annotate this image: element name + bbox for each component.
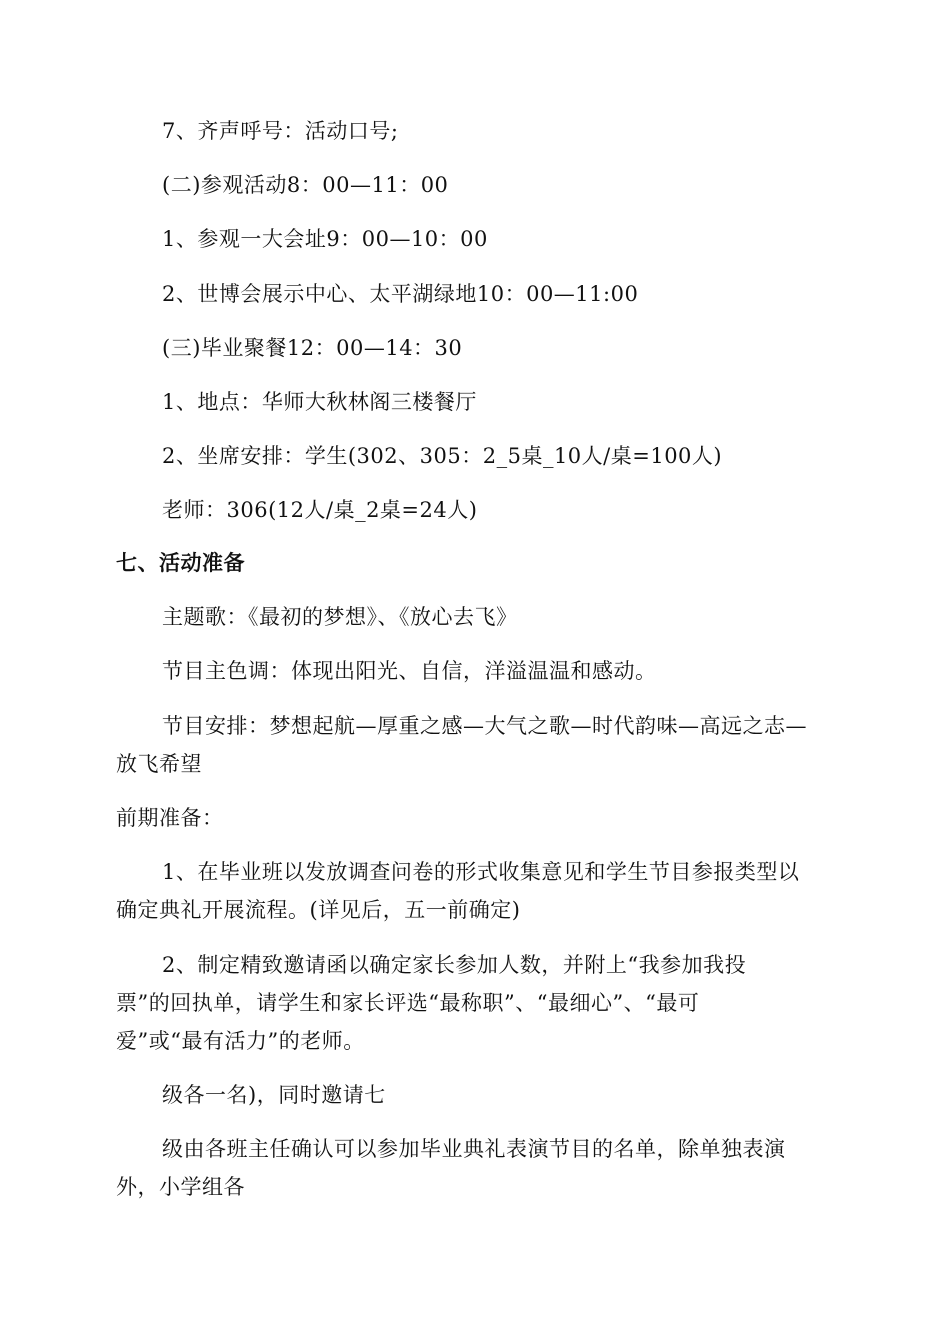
text-line: 主题歌：《最初的梦想》、《放心去飞》	[162, 605, 518, 629]
text-line: 1、在毕业班以发放调查问卷的形式收集意见和学生节目参报类型以	[162, 860, 800, 884]
text-line: 放飞希望	[116, 752, 202, 776]
text-line: 7、齐声呼号：活动口号;	[162, 119, 399, 143]
text-line: 2、制定精致邀请函以确定家长参加人数，并附上“我参加我投	[162, 953, 747, 977]
text-line: 前期准备：	[116, 806, 224, 830]
text-line: 节目安排：梦想起航—厚重之感—大气之歌—时代韵味—高远之志—	[162, 714, 807, 738]
text-line: 老师：306(12人/桌_2桌=24人)	[162, 498, 478, 522]
text-line: 爱”或“最有活力”的老师。	[116, 1029, 365, 1053]
text-line: 确定典礼开展流程。(详见后，五一前确定)	[116, 898, 521, 922]
text-line: (二)参观活动8：00—11：00	[162, 173, 449, 197]
text-line: 1、参观一大会址9：00—10：00	[162, 227, 488, 251]
text-line: 级各一名)，同时邀请七	[162, 1083, 386, 1107]
text-line: 票”的回执单，请学生和家长评选“最称职”、“最细心”、“最可	[116, 991, 700, 1015]
section-heading: 七、活动准备	[116, 551, 245, 575]
text-line: 级由各班主任确认可以参加毕业典礼表演节目的名单，除单独表演	[162, 1137, 786, 1161]
text-line: 外，小学组各	[116, 1175, 245, 1199]
text-line: 1、地点：华师大秋林阁三楼餐厅	[162, 390, 477, 414]
text-line: (三)毕业聚餐12：00—14：30	[162, 336, 463, 360]
text-line: 2、世博会展示中心、太平湖绿地10：00—11:00	[162, 282, 639, 306]
text-line: 2、坐席安排：学生(302、305：2_5桌_10人/桌=100人)	[162, 444, 723, 468]
text-line: 节目主色调：体现出阳光、自信，洋溢温温和感动。	[162, 659, 657, 683]
